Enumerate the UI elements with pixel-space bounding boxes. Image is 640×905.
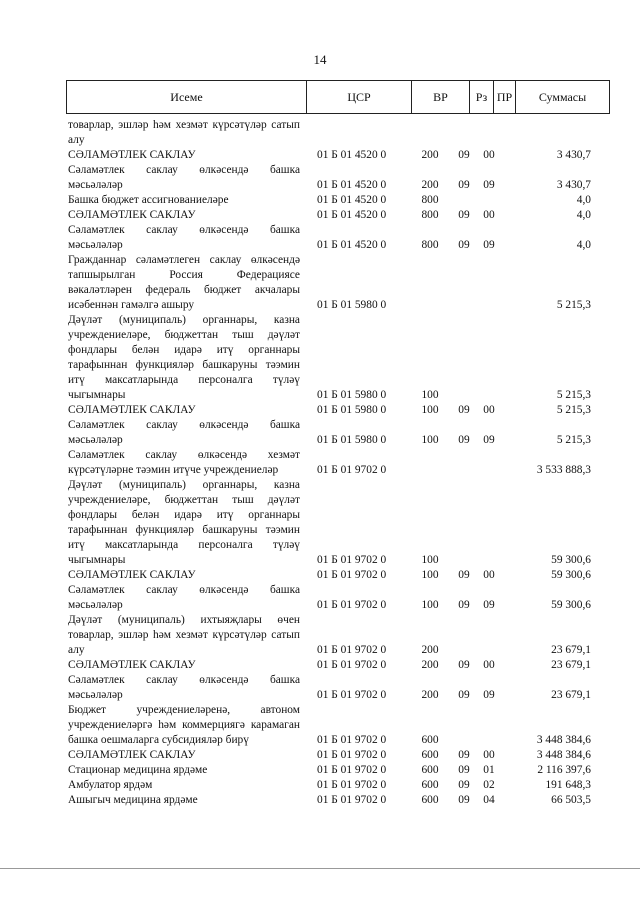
row-values: [0, 433, 640, 448]
table-row: [0, 118, 640, 148]
table-row: [0, 703, 640, 748]
row-name: СӘЛАМӘТЛЕК САКЛАУ: [68, 404, 196, 416]
row-sum: 191 648,3: [545, 779, 591, 791]
row-values: [0, 643, 640, 658]
row-name: Дәүләт (муниципаль) органнары, казна учреждениеләре, бюджеттан тыш дәүләт фондлары белән идарә итү органнары тарафыннан функцияләр башкаруны тәэмин итү максатларында персоналга түләү чыгымнары: [68, 314, 300, 401]
table-row: [0, 418, 640, 448]
row-csr: 01 Б 01 9702 0: [317, 554, 387, 566]
row-pr: 04: [483, 794, 495, 806]
row-csr: 01 Б 01 9702 0: [317, 764, 387, 776]
row-sum: 5 215,3: [556, 299, 591, 311]
row-name: Сәламәтлек саклау өлкәсендә башка мәсьәләләр: [68, 164, 300, 191]
row-vr: 100: [421, 404, 439, 416]
row-csr: 01 Б 01 9702 0: [317, 779, 387, 791]
row-values: [0, 598, 640, 613]
row-name: СӘЛАМӘТЛЕК САКЛАУ: [68, 569, 196, 581]
row-csr: 01 Б 01 5980 0: [317, 434, 387, 446]
row-csr: 01 Б 01 9702 0: [317, 749, 387, 761]
row-name: Стационар медицина ярдәме: [68, 764, 208, 776]
row-values: [0, 688, 640, 703]
row-name: Гражданнар сәламәтлеген саклау өлкәсендә тапшырылган Россия Федерациясе вәкаләтләрен федераль бюджет акчалары исәбеннән гамәлгә ашыру: [68, 254, 300, 311]
row-sum: 66 503,5: [551, 794, 591, 806]
row-csr: 01 Б 01 4520 0: [317, 149, 387, 161]
table-row: [0, 403, 640, 418]
row-csr: 01 Б 01 5980 0: [317, 389, 387, 401]
row-values: [0, 553, 640, 568]
page-bottom-border: [0, 868, 640, 869]
row-rz: 09: [458, 794, 470, 806]
row-values: [0, 778, 640, 793]
row-sum: 4,0: [576, 194, 591, 206]
row-pr: 09: [483, 689, 495, 701]
table-row: [0, 148, 640, 163]
table-row: [0, 763, 640, 778]
page-number: 14: [313, 52, 327, 67]
row-values: [0, 193, 640, 208]
row-values: [0, 793, 640, 808]
row-pr: 00: [483, 404, 495, 416]
header-sum: Суммасы: [538, 90, 587, 104]
table-row: [0, 748, 640, 763]
row-csr: 01 Б 01 9702 0: [317, 464, 387, 476]
row-vr: 100: [421, 554, 439, 566]
row-sum: 23 679,1: [551, 659, 591, 671]
row-sum: 3 533 888,3: [536, 464, 591, 476]
row-rz: 09: [458, 209, 470, 221]
row-pr: 09: [483, 599, 495, 611]
table-row: [0, 448, 640, 478]
row-csr: 01 Б 01 4520 0: [317, 209, 387, 221]
row-vr: 800: [421, 239, 439, 251]
row-rz: 09: [458, 569, 470, 581]
table-row: [0, 613, 640, 658]
row-values: [0, 748, 640, 763]
row-pr: 09: [483, 179, 495, 191]
header-name: Исеме: [67, 81, 307, 113]
row-name: СӘЛАМӘТЛЕК САКЛАУ: [68, 209, 196, 221]
row-values: [0, 658, 640, 673]
row-pr: 09: [483, 434, 495, 446]
row-sum: 3 448 384,6: [536, 749, 591, 761]
table-body: [0, 118, 640, 808]
table-row: [0, 313, 640, 403]
row-rz: 09: [458, 434, 470, 446]
header-rz: Рз: [470, 81, 494, 113]
row-rz: 09: [458, 749, 470, 761]
row-sum: 23 679,1: [551, 689, 591, 701]
row-sum: 2 116 397,6: [537, 764, 591, 776]
row-sum: 3 430,7: [556, 179, 591, 191]
table-row: [0, 478, 640, 568]
row-sum: 4,0: [576, 209, 591, 221]
row-name: Сәламәтлек саклау өлкәсендә башка мәсьәләләр: [68, 419, 300, 446]
row-vr: 800: [421, 194, 439, 206]
row-csr: 01 Б 01 9702 0: [317, 734, 387, 746]
row-sum: 59 300,6: [551, 599, 591, 611]
row-vr: 600: [421, 794, 439, 806]
row-sum: 23 679,1: [551, 644, 591, 656]
row-pr: 00: [483, 209, 495, 221]
row-csr: 01 Б 01 9702 0: [317, 659, 387, 671]
table-row: [0, 163, 640, 193]
row-vr: 600: [421, 734, 439, 746]
row-vr: 200: [421, 689, 439, 701]
header-vr: ВР: [412, 81, 470, 113]
table-row: [0, 778, 640, 793]
row-name: СӘЛАМӘТЛЕК САКЛАУ: [68, 749, 196, 761]
row-rz: 09: [458, 659, 470, 671]
row-name: Дәүләт (муниципаль) ихтыяҗлары өчен товарлар, эшләр һәм хезмәт күрсәтүләр сатып алу: [68, 614, 300, 656]
row-values: [0, 568, 640, 583]
row-name: Амбулатор ярдәм: [68, 779, 153, 791]
row-csr: 01 Б 01 5980 0: [317, 404, 387, 416]
row-pr: 01: [483, 764, 495, 776]
row-values: [0, 763, 640, 778]
row-rz: 09: [458, 404, 470, 416]
table-header: [66, 80, 610, 114]
table-row: [0, 658, 640, 673]
row-csr: 01 Б 01 5980 0: [317, 299, 387, 311]
row-name: СӘЛАМӘТЛЕК САКЛАУ: [68, 149, 196, 161]
row-name: товарлар, эшләр һәм хезмәт күрсәтүләр сатып алу: [68, 119, 300, 146]
row-vr: 200: [421, 149, 439, 161]
row-sum: 59 300,6: [551, 554, 591, 566]
row-values: [0, 148, 640, 163]
row-name: Бюджет учреждениеләренә, автоном учреждениеләргә һәм коммерциягә карамаган башка оешмаларга субсидияләр бирү: [68, 704, 300, 746]
row-vr: 600: [421, 779, 439, 791]
row-name: Башка бюджет ассигнованиеләре: [68, 194, 229, 206]
row-rz: 09: [458, 779, 470, 791]
table-row: [0, 673, 640, 703]
table-row: [0, 193, 640, 208]
row-rz: 09: [458, 179, 470, 191]
row-values: [0, 208, 640, 223]
row-pr: 02: [483, 779, 495, 791]
row-name: Сәламәтлек саклау өлкәсендә хезмәт күрсәтүләрне тәэмин итүче учреждениеләр: [68, 449, 300, 476]
row-sum: 3 430,7: [556, 149, 591, 161]
row-vr: 100: [421, 599, 439, 611]
row-sum: 5 215,3: [556, 389, 591, 401]
row-values: [0, 403, 640, 418]
row-vr: 200: [421, 179, 439, 191]
row-csr: 01 Б 01 9702 0: [317, 599, 387, 611]
row-rz: 09: [458, 689, 470, 701]
row-name: СӘЛАМӘТЛЕК САКЛАУ: [68, 659, 196, 671]
table-row: [0, 793, 640, 808]
table-row: [0, 253, 640, 313]
row-rz: 09: [458, 149, 470, 161]
row-vr: 200: [421, 659, 439, 671]
row-pr: 00: [483, 569, 495, 581]
row-csr: 01 Б 01 4520 0: [317, 194, 387, 206]
row-vr: 100: [421, 434, 439, 446]
row-name: Сәламәтлек саклау өлкәсендә башка мәсьәләләр: [68, 224, 300, 251]
row-name: Сәламәтлек саклау өлкәсендә башка мәсьәләләр: [68, 674, 300, 701]
row-name: Дәүләт (муниципаль) органнары, казна учреждениеләре, бюджеттан тыш дәүләт фондлары белән идарә итү органнары тарафыннан функцияләр башкаруны тәэмин итү максатларында персоналга түләү чыгымнары: [68, 479, 300, 566]
row-rz: 09: [458, 599, 470, 611]
row-sum: 5 215,3: [556, 404, 591, 416]
row-sum: 59 300,6: [551, 569, 591, 581]
row-sum: 4,0: [576, 239, 591, 251]
row-csr: 01 Б 01 9702 0: [317, 644, 387, 656]
row-rz: 09: [458, 764, 470, 776]
row-csr: 01 Б 01 4520 0: [317, 179, 387, 191]
row-pr: 09: [483, 239, 495, 251]
row-values: [0, 178, 640, 193]
row-values: [0, 133, 640, 148]
row-values: [0, 463, 640, 478]
row-name: Ашыгыч медицина ярдәме: [68, 794, 198, 806]
row-csr: 01 Б 01 9702 0: [317, 569, 387, 581]
header-csr: ЦСР: [307, 81, 412, 113]
row-vr: 600: [421, 764, 439, 776]
row-csr: 01 Б 01 9702 0: [317, 794, 387, 806]
row-vr: 600: [421, 749, 439, 761]
row-vr: 200: [421, 644, 439, 656]
table-row: [0, 583, 640, 613]
row-vr: 800: [421, 209, 439, 221]
row-values: [0, 238, 640, 253]
table-row: [0, 568, 640, 583]
row-vr: 100: [421, 389, 439, 401]
row-rz: 09: [458, 239, 470, 251]
row-name: Сәламәтлек саклау өлкәсендә башка мәсьәләләр: [68, 584, 300, 611]
row-values: [0, 733, 640, 748]
row-pr: 00: [483, 659, 495, 671]
row-values: [0, 298, 640, 313]
row-values: [0, 388, 640, 403]
table-row: [0, 223, 640, 253]
table-row: [0, 208, 640, 223]
row-sum: 3 448 384,6: [536, 734, 591, 746]
row-csr: 01 Б 01 9702 0: [317, 689, 387, 701]
row-sum: 5 215,3: [556, 434, 591, 446]
row-pr: 00: [483, 149, 495, 161]
row-pr: 00: [483, 749, 495, 761]
row-vr: 100: [421, 569, 439, 581]
header-pr: ПР: [494, 81, 516, 113]
row-csr: 01 Б 01 4520 0: [317, 239, 387, 251]
